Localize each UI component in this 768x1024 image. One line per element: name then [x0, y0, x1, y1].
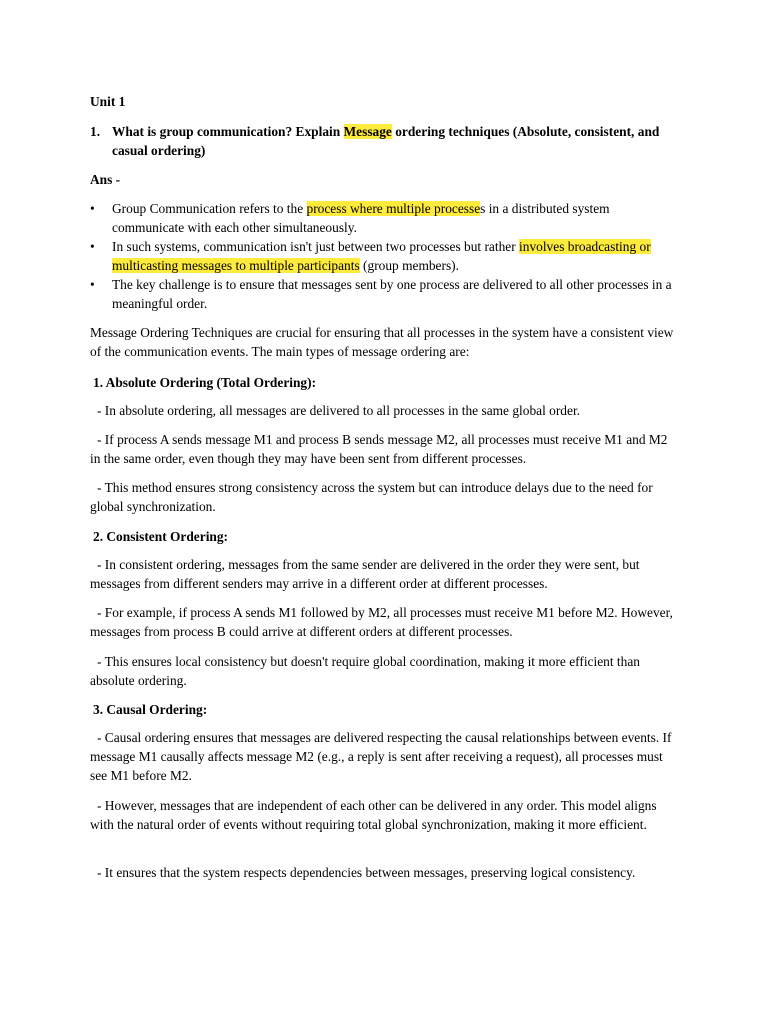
- paragraph-text: - In consistent ordering, messages from the same sender are delivered in the order they were sent, but messages from different senders may arrive in a different order at different processes.: [90, 557, 640, 591]
- paragraph-text: - Causal ordering ensures that messages are delivered respecting the causal relationships between events. If message M1 causally affects message M2 (e.g., a reply is sent after receiving a request), all processes must see M1 before M2.: [90, 730, 672, 783]
- paragraph: [90, 430, 680, 468]
- paragraph-text: - This method ensures strong consistency across the system but can introduce delays due to the need for global synchronization.: [90, 480, 653, 514]
- paragraph-text: - However, messages that are independent of each other can be delivered in any order. This model aligns with the natural order of events without requiring total global synchronization, making it more efficient.: [90, 798, 657, 832]
- section-heading-causal: 3. Causal Ordering:: [93, 702, 208, 717]
- highlight-text: process where multiple processe: [306, 201, 481, 216]
- section-heading-consistent: 2. Consistent Ordering:: [93, 529, 229, 544]
- paragraph: [90, 796, 680, 834]
- paragraph-text: - This ensures local consistency but doesn't require global coordination, making it more efficient than absolute ordering.: [90, 654, 640, 688]
- paragraph: [90, 728, 680, 785]
- highlight-text: involves broadcasting or multicasting messages to multiple participants: [112, 239, 651, 273]
- question-text-part: What is group communication? Explain: [112, 124, 344, 139]
- bullet-text: The key challenge is to ensure that messages sent by one process are delivered to all other processes in a meaningful order.: [112, 277, 672, 311]
- paragraph-text: - For example, if process A sends M1 followed by M2, all processes must receive M1 before M2. However, messages from process B could arrive at different orders at different processes.: [90, 605, 673, 639]
- bullet-list: [90, 199, 680, 313]
- bullet-text: (group members).: [359, 258, 459, 273]
- bullet-text: Group Communication refers to the: [112, 201, 307, 216]
- question-number: 1.: [90, 124, 101, 139]
- answer-label: Ans -: [90, 172, 121, 187]
- bullet-icon: •: [90, 239, 95, 254]
- paragraph: [90, 863, 680, 882]
- paragraph: [90, 478, 680, 516]
- bullet-icon: •: [90, 201, 95, 216]
- highlight-message: Message: [343, 124, 392, 139]
- bullet-icon: •: [90, 277, 95, 292]
- paragraph-text: - It ensures that the system respects dependencies between messages, preserving logical consistency.: [97, 865, 636, 880]
- paragraph: [90, 401, 680, 420]
- question-text: [112, 122, 690, 160]
- question-text-part: ordering techniques (Absolute, consistent, and casual ordering): [112, 124, 660, 158]
- paragraph: [90, 555, 680, 593]
- intro-paragraph: [90, 323, 680, 361]
- bullet-text: s in a distributed system communicate with each other simultaneously.: [112, 201, 610, 235]
- intro-text: Message Ordering Techniques are crucial for ensuring that all processes in the system have a consistent view of the communication events. The main types of message ordering are:: [90, 325, 674, 359]
- paragraph: [90, 652, 680, 690]
- list-item: [90, 275, 680, 313]
- list-item: [90, 237, 680, 275]
- unit-heading: Unit 1: [90, 94, 126, 109]
- bullet-text: In such systems, communication isn't just between two processes but rather: [112, 239, 520, 254]
- paragraph: [90, 603, 680, 641]
- paragraph-text: - In absolute ordering, all messages are delivered to all processes in the same global order.: [97, 403, 581, 418]
- list-item: [90, 199, 680, 237]
- question-heading: [90, 122, 690, 160]
- section-heading-absolute: 1. Absolute Ordering (Total Ordering):: [93, 375, 317, 390]
- paragraph-text: - If process A sends message M1 and process B sends message M2, all processes must receive M1 and M2 in the same order, even though they may have been sent from different processes.: [90, 432, 668, 466]
